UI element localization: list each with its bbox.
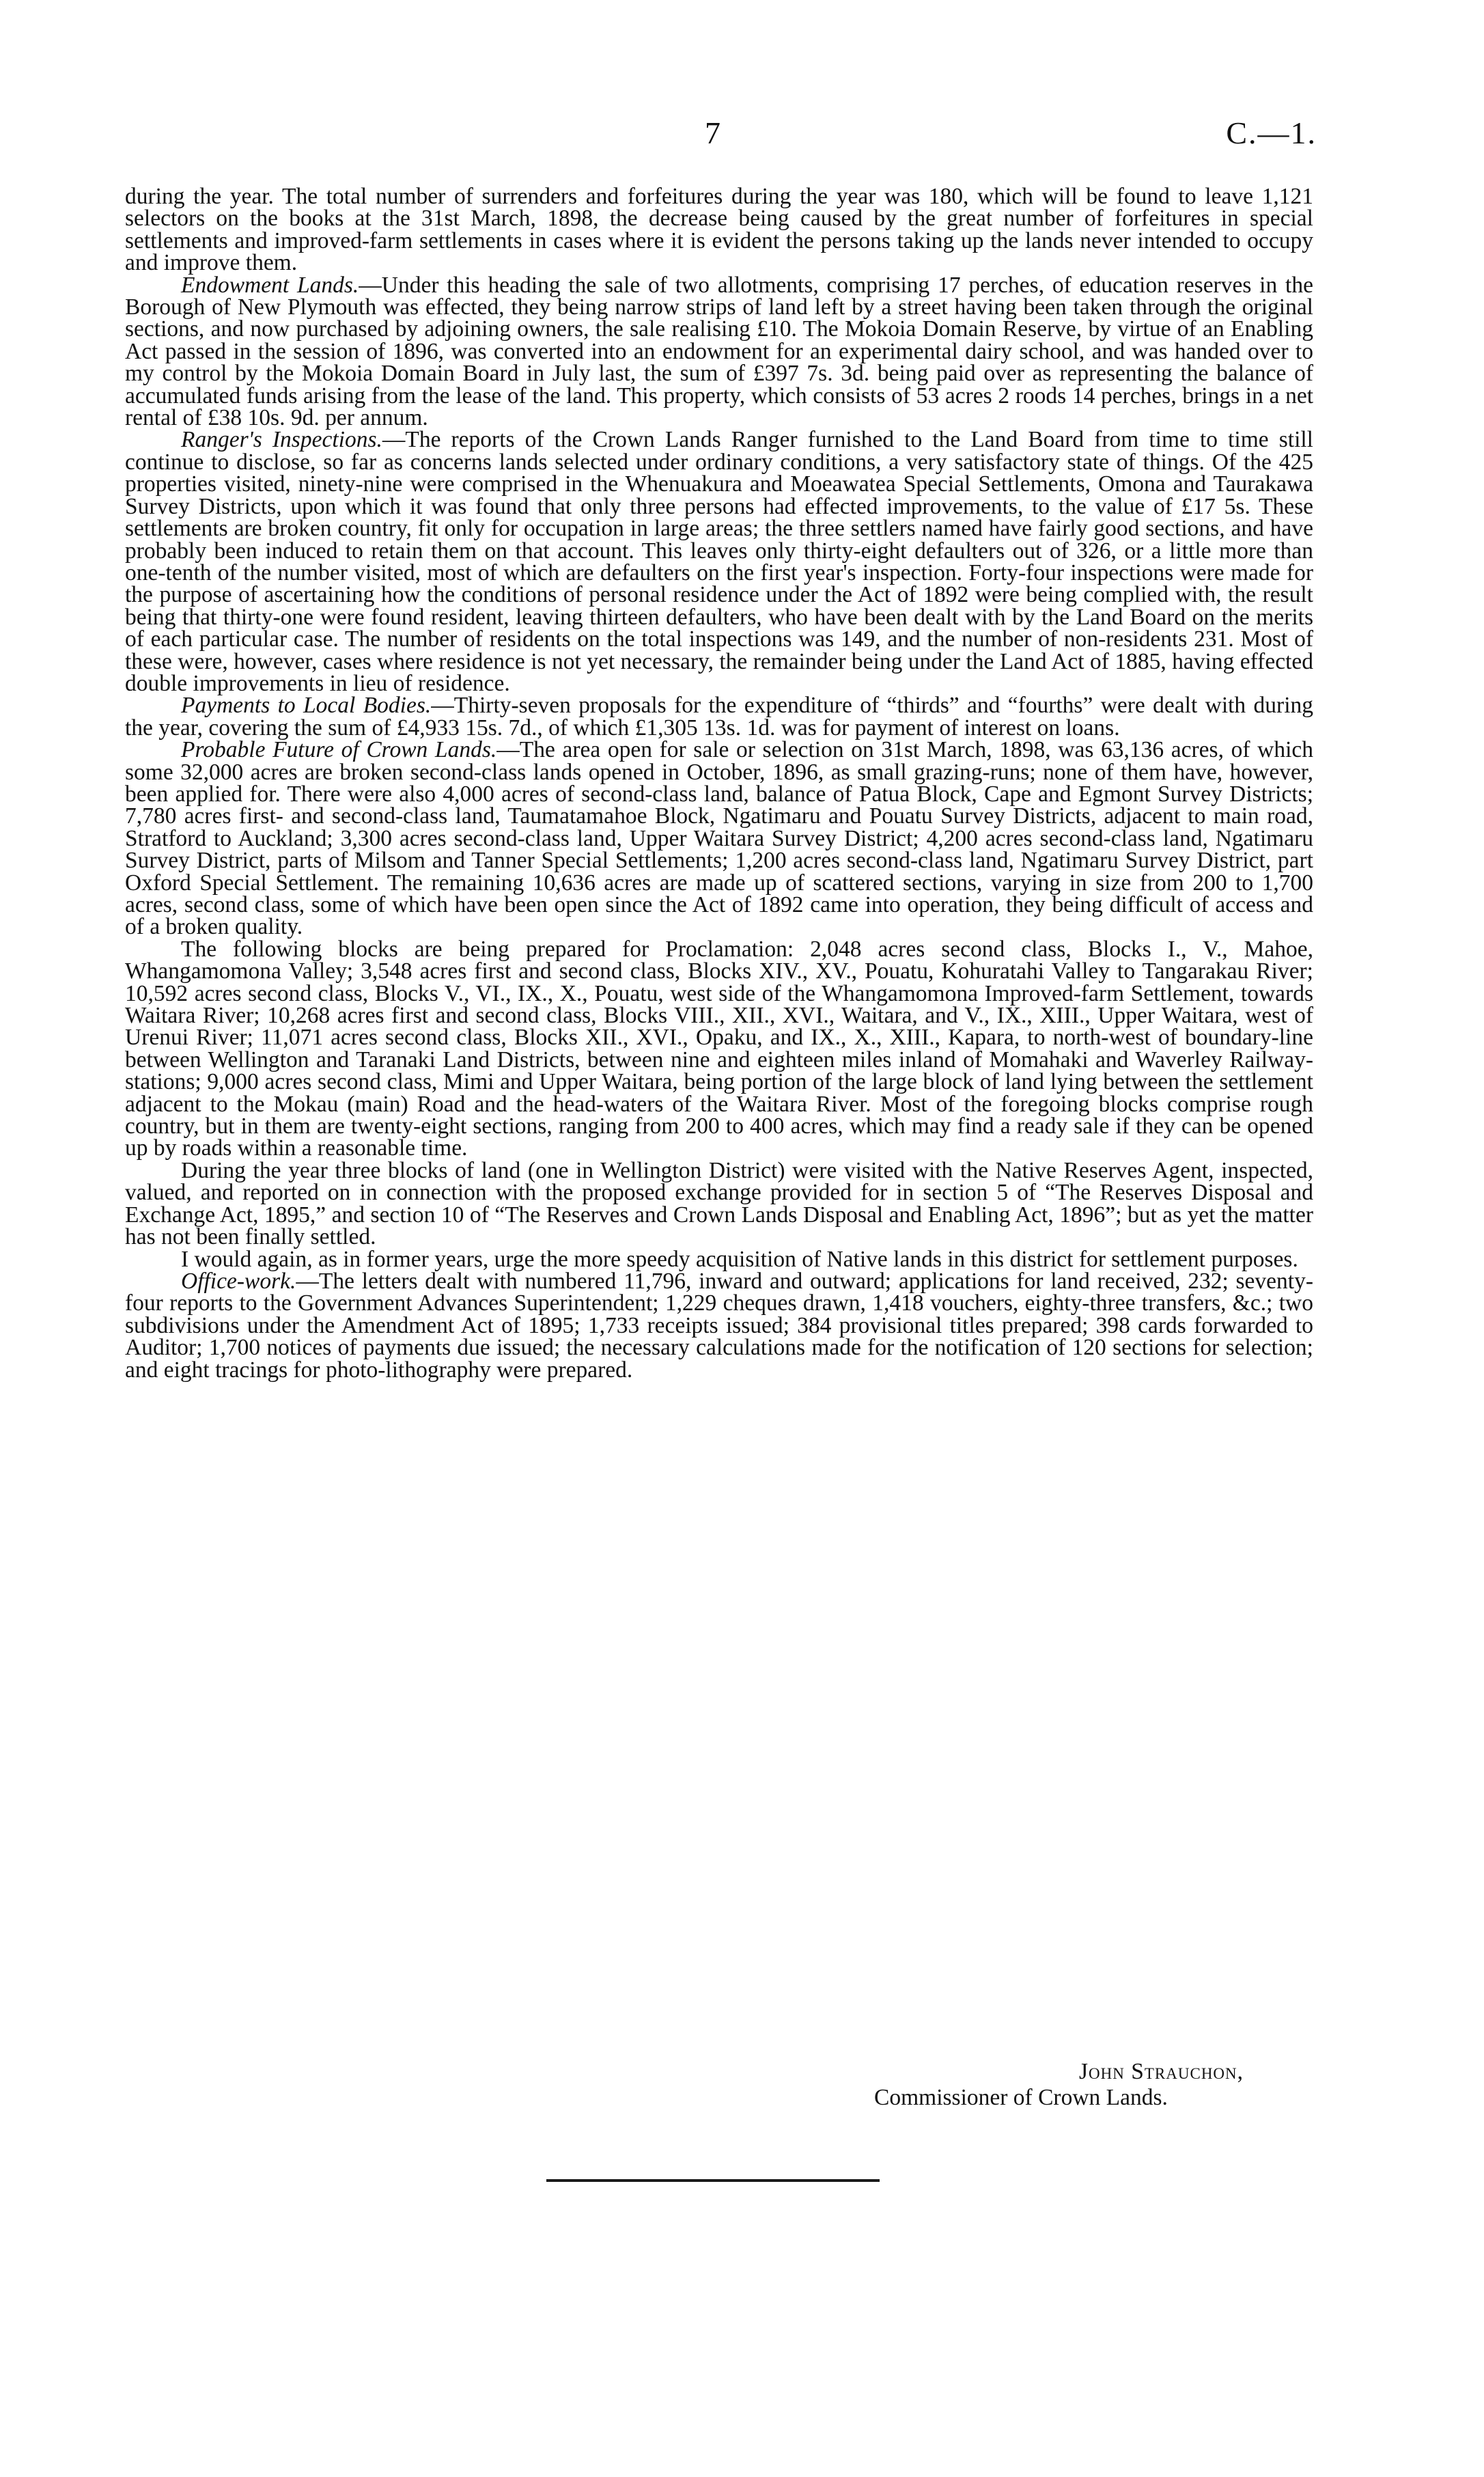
closing-rule — [546, 2179, 880, 2182]
paragraph-text: during the year. The total number of surrenders and forfeitures during the year was 180, which will be found to leave 1,121 selectors on the books at the 31st March, 1898, the decrease being caused by the great number of forfeitures in special settlements and improved-farm settlements in cases where it is evident the persons taking up the lands never intended to occupy and improve them. — [125, 184, 1313, 276]
signature-block — [874, 2059, 1352, 2111]
report-body — [125, 186, 1313, 1381]
paragraph-endowment-lands — [125, 272, 1313, 431]
paragraph-native-lands — [125, 1246, 1313, 1272]
section-heading-payments-local-bodies: Payments to Local Bodies. — [181, 693, 432, 719]
section-heading-probable-future: Probable Future of Crown Lands. — [181, 737, 497, 763]
page-number: 7 — [705, 115, 720, 150]
page-header — [0, 113, 1484, 154]
paragraph-office-work — [125, 1268, 1313, 1383]
signatory-title: Commissioner of Crown Lands. — [874, 2085, 1168, 2110]
paragraph-selectors-summary — [125, 186, 1313, 275]
paragraph-text: —Thirty-seven proposals for the expenditure of “thirds” and “fourths” were dealt with during the year, covering the sum of £4,933 15s. 7d., of which £1,305 13s. 1d. was for payment of interest on loans. — [125, 693, 1314, 741]
document-reference: C.—1. — [1226, 115, 1317, 150]
signatory-name: John Strauchon, — [1079, 2059, 1244, 2084]
section-heading-office-work: Office-work. — [181, 1268, 296, 1294]
paragraph-proclamation-blocks — [125, 936, 1313, 1161]
section-heading-rangers-inspections: Ranger's Inspections. — [181, 427, 382, 453]
paragraph-text: —The letters dealt with numbered 11,796, inward and outward; applications for land received, 232; seventy-four reports to the Government Advances Superintendent; 1,229 cheques drawn, 1,418 vouchers, eighty-three transfers, &c.; two subdivisions under the Amendment Act of 1895; 1,733 receipts issued; 384 provisional titles prepared; 398 cards forwarded to Auditor; 1,700 notices of payments due issued; the necessary calculations made for the notification of 120 sections for selection; and eight tracings for photo-lithography were prepared. — [125, 1268, 1313, 1383]
paragraph-probable-future — [125, 739, 1313, 939]
paragraph-text: —Under this heading the sale of two allotments, comprising 17 perches, of education reserves in the Borough of New Plymouth was effected, they being narrow strips of land left by a street having been taken through the original sections, and now purchased by adjoining owners, the sale realising £10. The Mokoia Domain Reserve, by virtue of an Enabling Act passed in the session of 1896, was converted into an endowment for an experimental dairy school, and was handed over to my control by the Mokoia Domain Board in July last, the sum of £397 7s. 3d. being paid over as representing the balance of accumulated funds arising from the lease of the land. This property, which consists of 53 acres 2 roods 14 perches, brings in a net rental of £38 10s. 9d. per annum. — [125, 272, 1313, 431]
paragraph-text: During the year three blocks of land (one in Wellington District) were visited with the Native Reserves Agent, inspected, valued, and reported on in connection with the proposed exchange provided for in section 5 of “The Reserves Disposal and Exchange Act, 1895,” and section 10 of “The Reserves and Crown Lands Disposal and Enabling Act, 1896”; but as yet the matter has not been finally settled. — [125, 1157, 1313, 1250]
paragraph-text: The following blocks are being prepared for Proclamation: 2,048 acres second class, Blocks I., V., Mahoe, Whangamomona Valley; 3,548 acres first and second class, Blocks XIV., XV., Pouatu, Kohuratahi Valley to Tangarakau River; 10,592 acres second class, Blocks V., VI., IX., X., Pouatu, west side of the Whangamomona Improved-farm Settlement, towards Waitara River; 10,268 acres first and second class, Blocks VIII., XII., XVI., Waitara, and V., IX., XIII., Upper Waitara, west of Urenui River; 11,071 acres second class, Blocks XII., XVI., Opaku, and IX., X., XIII., Kapara, to north-west of boundary-line between Wellington and Taranaki Land Districts, between nine and eighteen miles inland of Momahaki and Waverley Railway-stations; 9,000 acres second class, Mimi and Upper Waitara, being portion of the large block of land lying between the settlement adjacent to the Mokau (main) Road and the head-waters of the Waitara River. Most of the foregoing blocks comprise rough country, but in them are twenty-eight sections, ranging from 200 to 400 acres, which may find a ready sale if they can be opened up by roads within a reasonable time. — [125, 936, 1313, 1161]
paragraph-text: I would again, as in former years, urge the more speedy acquisition of Native lands in this district for settlement purposes. — [181, 1246, 1298, 1272]
paragraph-text: —The area open for sale or selection on 31st March, 1898, was 63,136 acres, of which some 32,000 acres are broken second-class lands opened in October, 1896, as small grazing-runs; none of them have, however, been applied for. There were also 4,000 acres of second-class land, balance of Patua Block, Cape and Egmont Survey Districts; 7,780 acres first- and second-class land, Taumatamahoe Block, Ngatimaru and Pouatu Survey Districts, adjacent to main road, Stratford to Auckland; 3,300 acres second-class land, Upper Waitara Survey District; 4,200 acres second-class land, Ngatimaru Survey District, parts of Milsom and Tanner Special Settlements; 1,200 acres second-class land, Ngatimaru Survey District, part Oxford Special Settlement. The remaining 10,636 acres are made up of scattered sections, varying in size from 200 to 1,700 acres, second class, some of which have been open since the Act of 1892 came into operation, they being difficult of access and of a broken quality. — [125, 737, 1313, 940]
paragraph-payments-local-bodies — [125, 695, 1313, 739]
paragraph-rangers-inspections — [125, 429, 1313, 695]
paragraph-native-reserves — [125, 1157, 1313, 1250]
paragraph-text: —The reports of the Crown Lands Ranger furnished to the Land Board from time to time still continue to disclose, so far as concerns lands selected under ordinary conditions, a very satisfactory state of things. Of the 425 properties visited, ninety-nine were comprised in the Whenuakura and Moeawatea Special Settlements, Omona and Taurakawa Survey Districts, upon which it was found that only three persons had effected improvements, to the value of £17 5s. These settlements are broken country, fit only for occupation in large areas; the three settlers named have fairly good sections, and have probably been induced to retain them on that account. This leaves only thirty-eight defaulters out of 326, or a little more than one-tenth of the number visited, most of which are defaulters on the first year's inspection. Forty-four inspections were made for the purpose of ascertaining how the conditions of personal residence under the Act of 1892 were being complied with, the result being that thirty-one were found resident, leaving thirteen defaulters, who have been dealt with by the Land Board on the merits of each particular case. The number of residents on the total inspections was 149, and the number of non-residents 231. Most of these were, however, cases where residence is not yet necessary, the remainder being under the Land Act of 1885, having effected double improvements in lieu of residence. — [125, 427, 1313, 696]
section-heading-endowment-lands: Endowment Lands. — [181, 272, 359, 298]
